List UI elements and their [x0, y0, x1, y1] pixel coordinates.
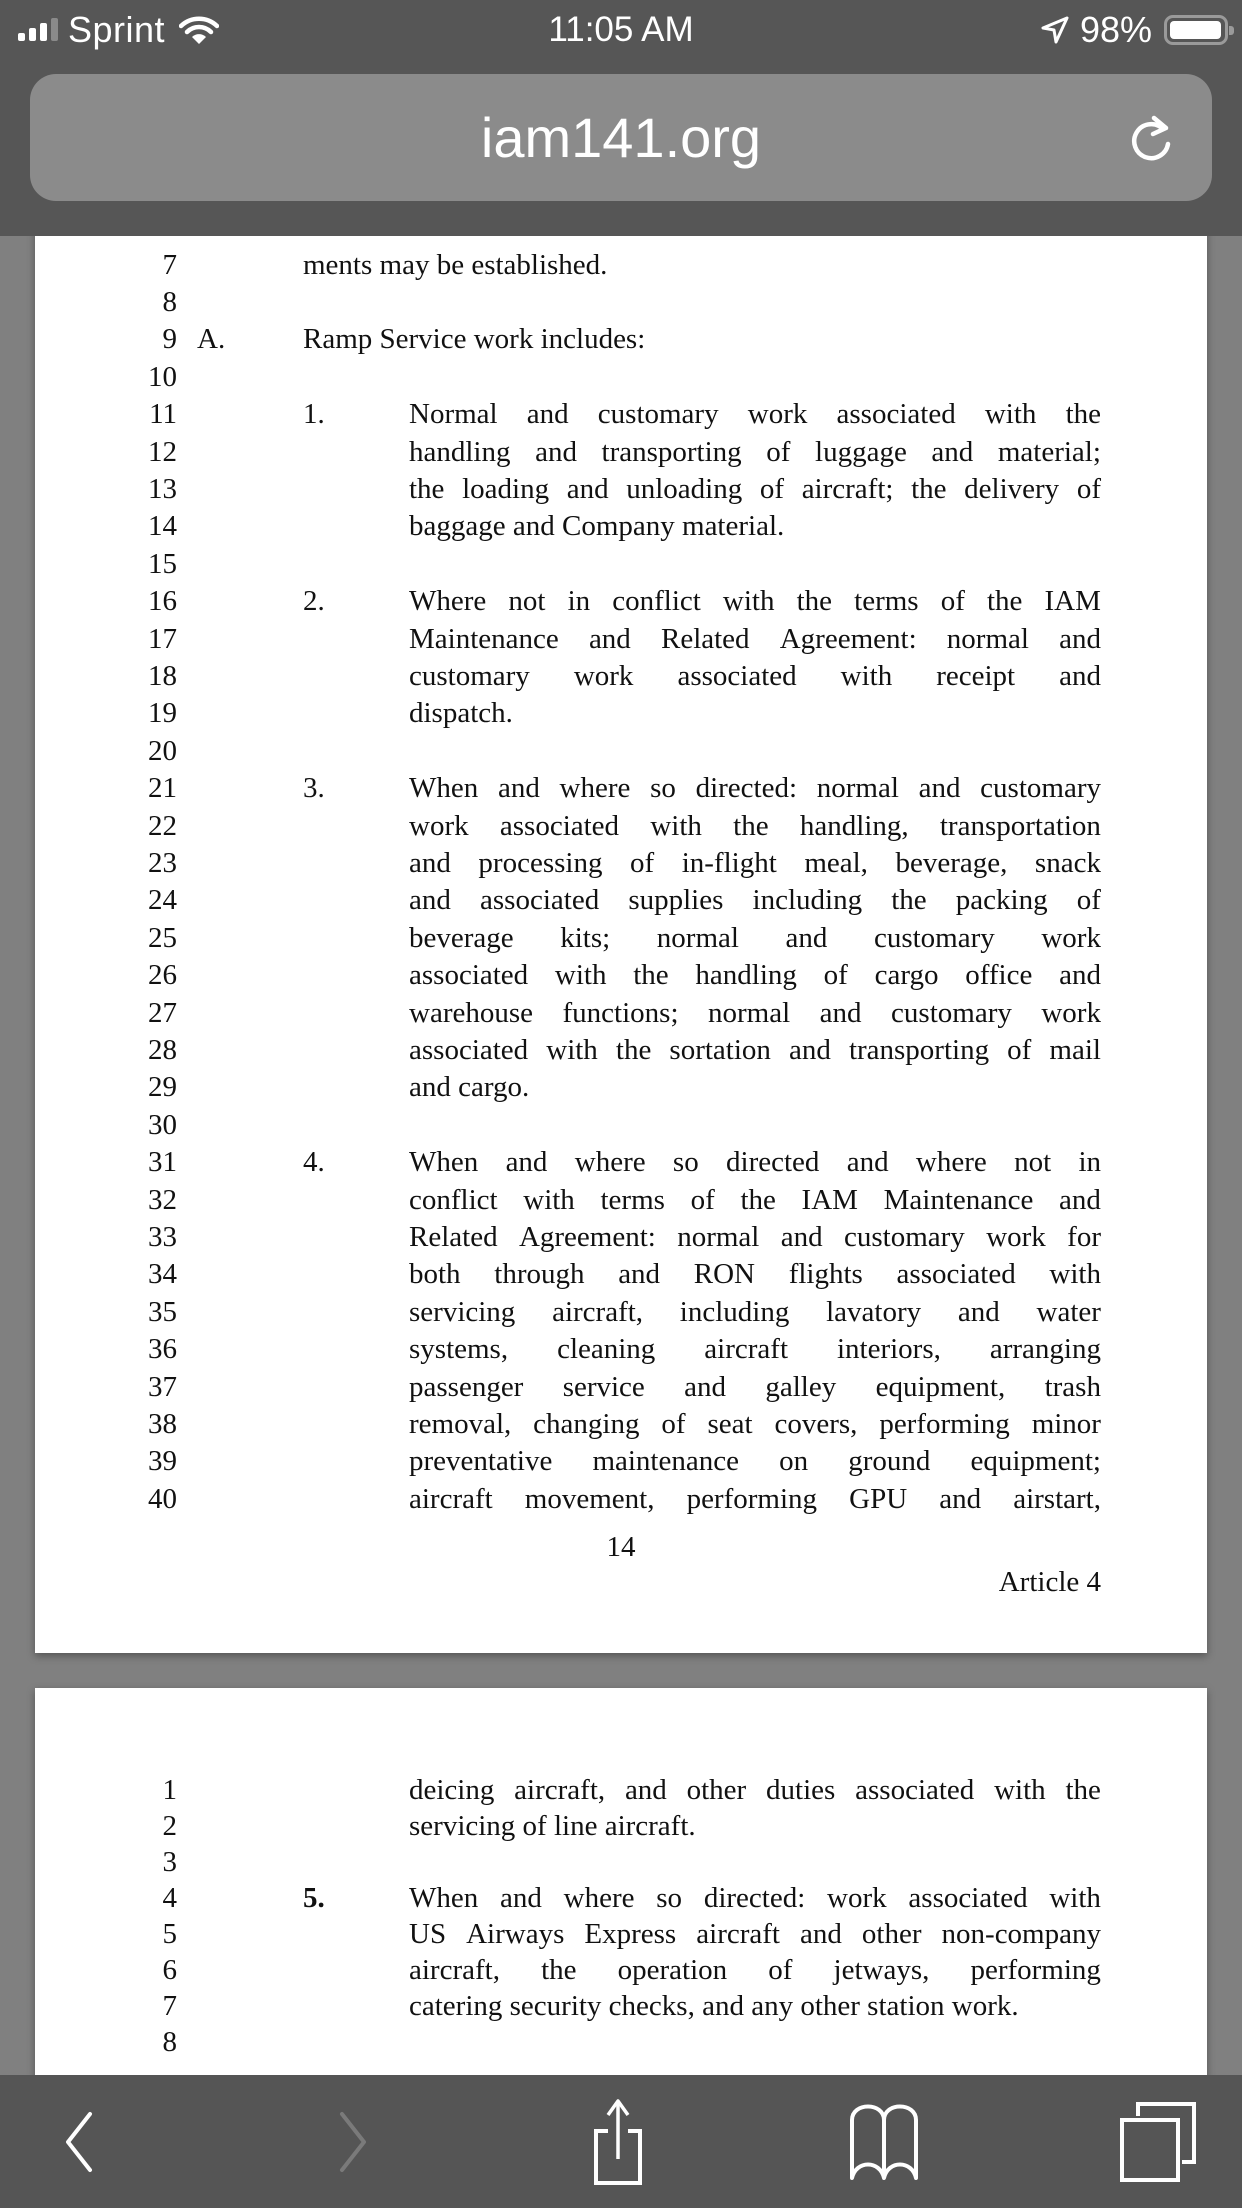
line-number: 23	[148, 847, 177, 879]
line-number: 6	[162, 1954, 177, 1986]
line-text: the loading and unloading of aircraft; the delivery of	[409, 473, 1101, 505]
line-text: Maintenance and Related Agreement: normal and	[409, 622, 1101, 655]
document-line	[35, 920, 1207, 957]
document-line	[35, 1880, 1207, 1917]
line-number: 11	[149, 398, 177, 431]
document-line	[35, 583, 1207, 620]
document-line	[35, 284, 1207, 321]
document-line	[35, 995, 1207, 1032]
document-line	[35, 546, 1207, 583]
line-text: servicing aircraft, including lavatory and water	[409, 1295, 1101, 1328]
line-number: 5	[162, 1918, 177, 1950]
line-number: 12	[148, 435, 177, 468]
document-line	[35, 658, 1207, 695]
line-number: 24	[148, 884, 177, 917]
line-text: handling and transporting of luggage and material;	[409, 435, 1101, 468]
line-number: 20	[148, 734, 177, 767]
page-number: 14	[606, 1531, 636, 1563]
browser-bottom-toolbar	[0, 2075, 1242, 2208]
line-text: systems, cleaning aircraft interiors, arranging	[409, 1333, 1101, 1366]
line-number: 19	[148, 697, 177, 730]
document-line	[35, 1219, 1207, 1256]
line-text: deicing aircraft, and other duties associated with the	[409, 1774, 1101, 1806]
document-line	[35, 396, 1207, 433]
document-line	[35, 1443, 1207, 1480]
status-time: 11:05 AM	[548, 10, 694, 49]
line-number: 8	[162, 2026, 177, 2058]
line-number: 17	[148, 622, 177, 655]
line-text: and associated supplies including the packing of	[409, 884, 1101, 917]
line-text: associated with the sortation and transporting of mail	[409, 1034, 1101, 1066]
line-text: ments may be established.	[303, 249, 608, 281]
chevron-left-icon	[60, 2110, 100, 2174]
line-number: 27	[148, 996, 177, 1029]
line-number: 22	[148, 809, 177, 842]
line-number: 34	[148, 1258, 177, 1291]
document-line	[35, 621, 1207, 658]
line-text: aircraft, the operation of jetways, performing	[409, 1954, 1101, 1986]
line-text: conflict with terms of the IAM Maintenance and	[409, 1183, 1101, 1216]
line-number: 31	[148, 1146, 177, 1179]
line-text: Normal and customary work associated with the	[409, 398, 1101, 431]
status-right	[1040, 8, 1228, 52]
document-line	[35, 1916, 1207, 1953]
page-footer-label: Article 4	[998, 1566, 1101, 1598]
line-text: associated with the handling of cargo office and	[409, 959, 1101, 992]
line-text: aircraft movement, performing GPU and airstart,	[409, 1482, 1101, 1515]
back-button[interactable]	[20, 2075, 140, 2208]
document-line	[35, 1069, 1207, 1106]
line-text: Where not in conflict with the terms of the IAM	[409, 585, 1101, 618]
book-icon	[842, 2102, 926, 2182]
location-arrow-icon	[1040, 15, 1070, 45]
document-line	[35, 434, 1207, 471]
document-line	[35, 957, 1207, 994]
line-number: 9	[162, 323, 177, 356]
document-line	[35, 1144, 1207, 1181]
line-number: 1	[162, 1774, 177, 1806]
document-line	[35, 1294, 1207, 1331]
line-number: 7	[162, 249, 177, 281]
partial-line	[35, 247, 1207, 284]
document-line	[35, 1331, 1207, 1368]
browser-top-chrome	[0, 0, 1242, 236]
line-number: 39	[148, 1445, 177, 1478]
line-text: both through and RON flights associated with	[409, 1258, 1101, 1291]
line-number: 38	[148, 1408, 177, 1440]
line-text: work associated with the handling, transportation	[409, 809, 1101, 842]
document-line	[35, 2024, 1207, 2061]
line-number: 13	[148, 473, 177, 505]
line-number: 16	[148, 585, 177, 618]
carrier-name: Sprint	[68, 9, 166, 50]
document-line	[35, 1032, 1207, 1069]
item-number: 1.	[303, 398, 325, 431]
item-number: 4.	[303, 1146, 325, 1179]
line-text: catering security checks, and any other station work.	[409, 1990, 1019, 2022]
reload-icon[interactable]	[1128, 114, 1176, 166]
document-line	[35, 808, 1207, 845]
status-bar	[0, 0, 1242, 62]
tabs-button[interactable]	[1098, 2075, 1218, 2208]
document-line	[35, 1182, 1207, 1219]
document-line	[35, 321, 1207, 358]
battery-nub	[1229, 26, 1234, 35]
item-number: 3.	[303, 772, 325, 805]
document-line	[35, 1988, 1207, 2025]
line-number: 10	[148, 360, 177, 393]
line-text: beverage kits; normal and customary work	[409, 921, 1101, 954]
document-line	[35, 359, 1207, 396]
line-number: 8	[162, 286, 177, 318]
item-number: 5.	[303, 1882, 325, 1914]
line-text: When and where so directed: work associated with	[409, 1882, 1101, 1914]
document-line	[35, 1256, 1207, 1293]
line-number: 25	[148, 921, 177, 954]
battery-icon	[1164, 15, 1228, 45]
line-number: 26	[148, 959, 177, 992]
line-text: baggage and Company material.	[409, 510, 785, 543]
address-bar[interactable]	[30, 74, 1212, 201]
document-line	[35, 770, 1207, 807]
line-text: and processing of in-flight meal, beverage, snack	[409, 847, 1101, 879]
share-icon	[586, 2097, 650, 2187]
line-number: 32	[148, 1183, 177, 1216]
line-number: 7	[162, 1990, 177, 2022]
item-number: 2.	[303, 585, 325, 618]
document-line	[35, 471, 1207, 508]
line-text: removal, changing of seat covers, performing minor	[409, 1408, 1101, 1440]
document-line	[35, 1808, 1207, 1845]
line-number: 30	[148, 1108, 177, 1141]
line-number: 40	[148, 1482, 177, 1515]
chevron-right-icon	[332, 2110, 372, 2174]
line-number: 37	[148, 1370, 177, 1403]
battery-percent: 98%	[1079, 9, 1152, 50]
line-text: customary work associated with receipt and	[409, 660, 1101, 692]
line-text: servicing of line aircraft.	[409, 1810, 696, 1842]
line-number: 33	[148, 1221, 177, 1253]
document-line	[35, 845, 1207, 882]
line-text: dispatch.	[409, 697, 513, 730]
tabs-icon	[1118, 2102, 1198, 2182]
document-line	[35, 508, 1207, 545]
document-line	[35, 1844, 1207, 1881]
section-heading: Ramp Service work includes:	[303, 323, 646, 356]
document-line	[35, 1406, 1207, 1443]
line-text: US Airways Express aircraft and other non-company	[409, 1918, 1101, 1950]
line-number: 18	[148, 660, 177, 692]
document-line	[35, 1772, 1207, 1809]
line-number: 2	[162, 1810, 177, 1842]
line-number: 21	[148, 772, 177, 805]
line-text: passenger service and galley equipment, trash	[409, 1370, 1101, 1403]
url-text[interactable]: iam141.org	[480, 106, 762, 169]
line-number: 14	[148, 510, 177, 543]
document-line	[35, 1107, 1207, 1144]
document-line	[35, 882, 1207, 919]
document-line	[35, 733, 1207, 770]
document-line	[35, 1369, 1207, 1406]
document-page-14	[35, 150, 1207, 1653]
section-label: A.	[197, 323, 226, 356]
line-number: 4	[162, 1882, 177, 1914]
line-text: Related Agreement: normal and customary work for	[409, 1221, 1101, 1253]
forward-button[interactable]	[292, 2075, 412, 2208]
bookmarks-button[interactable]	[824, 2075, 944, 2208]
line-text: warehouse functions; normal and customary work	[409, 996, 1101, 1029]
line-number: 36	[148, 1333, 177, 1366]
battery-fill	[1170, 21, 1221, 39]
line-number: 28	[148, 1034, 177, 1066]
line-text: preventative maintenance on ground equipment;	[409, 1445, 1101, 1478]
line-text: When and where so directed: normal and customary	[409, 772, 1101, 805]
document-line	[35, 1481, 1207, 1518]
share-button[interactable]	[558, 2075, 678, 2208]
document-line	[35, 1952, 1207, 1989]
line-number: 3	[162, 1846, 177, 1878]
line-number: 35	[148, 1295, 177, 1328]
document-line	[35, 695, 1207, 732]
line-text: and cargo.	[409, 1071, 530, 1104]
line-text: When and where so directed and where not in	[409, 1146, 1101, 1179]
line-number: 15	[148, 547, 177, 580]
line-number: 29	[148, 1071, 177, 1104]
